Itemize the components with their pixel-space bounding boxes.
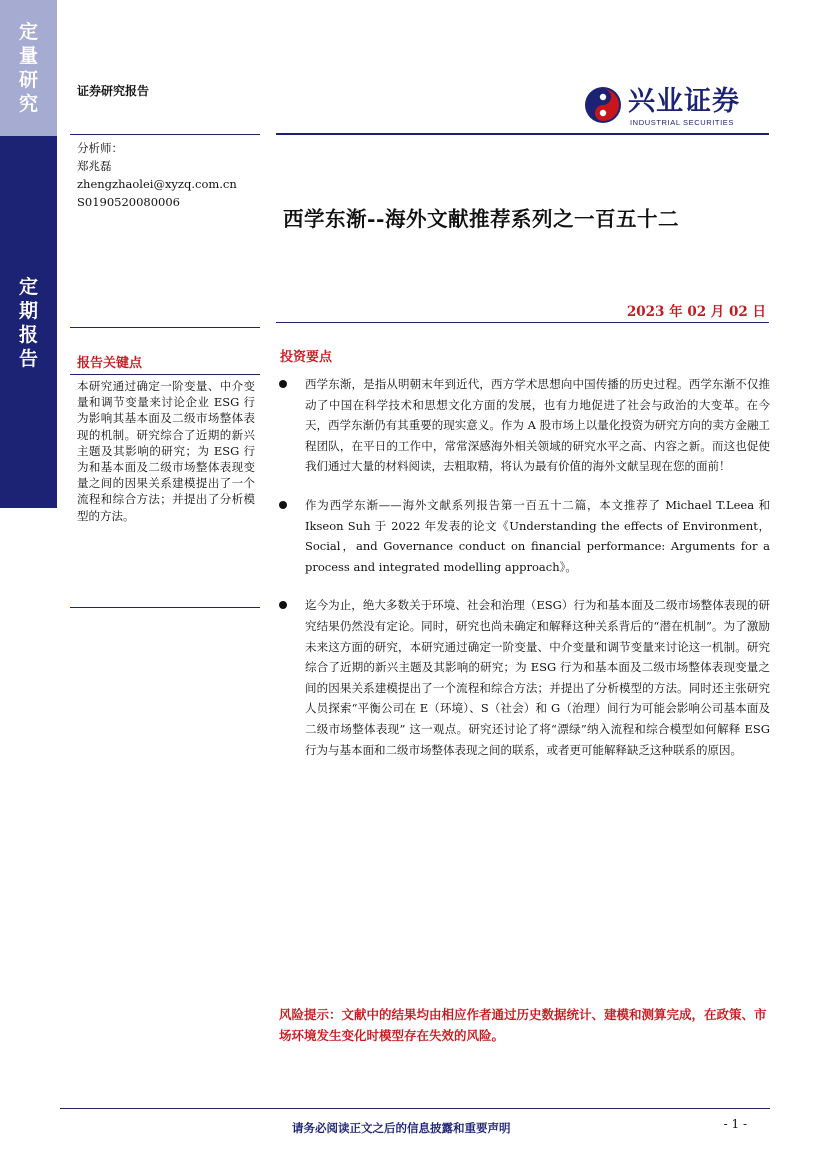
analyst-role: 分析师：	[77, 141, 123, 155]
bullet-item	[277, 495, 770, 577]
bullet-text: 西学东渐，是指从明朝末年到近代，西方学术思想向中国传播的历史过程。西学东渐不仅推动了中国在科学技术和思想文化方面的发展，也有力地促进了社会与政治的大变革。在今天，西学东渐仍有其重要的现实意义。作为 A 股市场上以量化投资为研究方向的卖方金融工程团队，在平日的工作中，常常深感海外相关领域的研究水平之高、内容之新。而这也促使我们通过大量的材料阅读，去粗取精，将认为最有价值的海外文献呈现在您的面前！	[305, 377, 770, 474]
logo-swirl-icon	[584, 86, 622, 124]
date-rule	[276, 322, 769, 323]
analyst-name: 郑兆磊	[77, 159, 112, 173]
bullet-dot-icon	[279, 601, 287, 609]
page-number: - 1 -	[723, 1117, 747, 1131]
sidebar-label-char: 告	[18, 348, 38, 370]
key-points-bottom-rule	[70, 607, 260, 608]
sidebar-label-char: 定	[18, 21, 38, 43]
sidebar-label-char: 期	[18, 300, 38, 322]
bullet-text: 作为西学东渐——海外文献系列报告第一百五十二篇，本文推荐了 Michael T.Leea 和 Ikseon Suh 于 2022 年发表的论文《Understanding the effects of Environment，Social，and Governance conduct on financial performance: Arguments for a process and integrated modelling approach》。	[305, 497, 770, 574]
analyst-license: S0190520080006	[77, 195, 180, 209]
key-points-text: 本研究通过确定一阶变量、中介变量和调节变量来讨论企业 ESG 行为影响其基本面及二级市场整体表现的机制。研究综合了近期的新兴主题及其影响的研究；为 ESG 行为和基本面及二级市场整体表现变量之间的因果关系建模提出了一个流程和综合方法；并提出了分析模型的方法。	[77, 379, 255, 523]
bullet-item	[277, 595, 770, 760]
analyst-info	[77, 139, 237, 211]
investment-heading: 投资要点	[280, 350, 333, 365]
sidebar-mid-label	[0, 275, 57, 371]
sidebar-label-char: 研	[18, 69, 38, 91]
header-rule	[276, 133, 769, 135]
bullet-item	[277, 374, 770, 477]
investment-bullets	[277, 374, 770, 778]
sidebar-label-char: 定	[18, 276, 38, 298]
report-date: 2023 年 02 月 02 日	[626, 304, 766, 320]
company-logo	[584, 86, 770, 128]
risk-warning: 风险提示：文献中的结果均由相应作者通过历史数据统计、建模和测算完成，在政策、市场环境发生变化时模型存在失效的风险。	[279, 1007, 767, 1043]
footer-disclaimer: 请务必阅读正文之后的信息披露和重要声明	[292, 1121, 511, 1135]
bullet-dot-icon	[279, 501, 287, 509]
sidebar-label-char: 量	[18, 45, 38, 67]
bullet-text: 迄今为止，绝大多数关于环境、社会和治理（ESG）行为和基本面及二级市场整体表现的研究结果仍然没有定论。同时，研究也尚未确定和解释这种关系背后的“潜在机制”。为了激励未来这方面的研究，本研究通过确定一阶变量、中介变量和调节变量来讨论这一机制。研究综合了近期的新兴主题及其影响的研究；为 ESG 行为和基本面及二级市场整体表现变量之间的因果关系建模提出了一个流程和综合方法；并提出了分析模型的方法。同时还主张研究人员探索“平衡公司在 E（环境）、S（社会）和 G（治理）间行为可能会影响公司基本面及二级市场整体表现” 这一观点。研究还讨论了将“漂绿”纳入流程和综合模型如何解释 ESG 行为与基本面和二级市场整体表现之间的联系，或者更可能解释缺乏这种联系的原因。	[305, 598, 770, 757]
analyst-email: zhengzhaolei@xyzq.com.cn	[77, 177, 237, 191]
footer-rule	[60, 1108, 770, 1109]
analyst-top-rule	[70, 134, 260, 135]
sidebar-label-char: 报	[18, 324, 38, 346]
key-points-top-rule	[70, 327, 260, 328]
sidebar-label-char: 究	[18, 93, 38, 115]
logo-text-cn: 兴业证券	[628, 86, 740, 117]
key-points-heading: 报告关键点	[77, 356, 143, 371]
report-title: 西学东渐--海外文献推荐系列之一百五十二	[283, 207, 680, 231]
logo-text-en: INDUSTRIAL SECURITIES	[630, 118, 735, 127]
key-points-heading-rule	[70, 374, 260, 375]
sidebar-top-label	[0, 20, 57, 116]
document-type: 证券研究报告	[77, 84, 150, 98]
bullet-dot-icon	[279, 380, 287, 388]
